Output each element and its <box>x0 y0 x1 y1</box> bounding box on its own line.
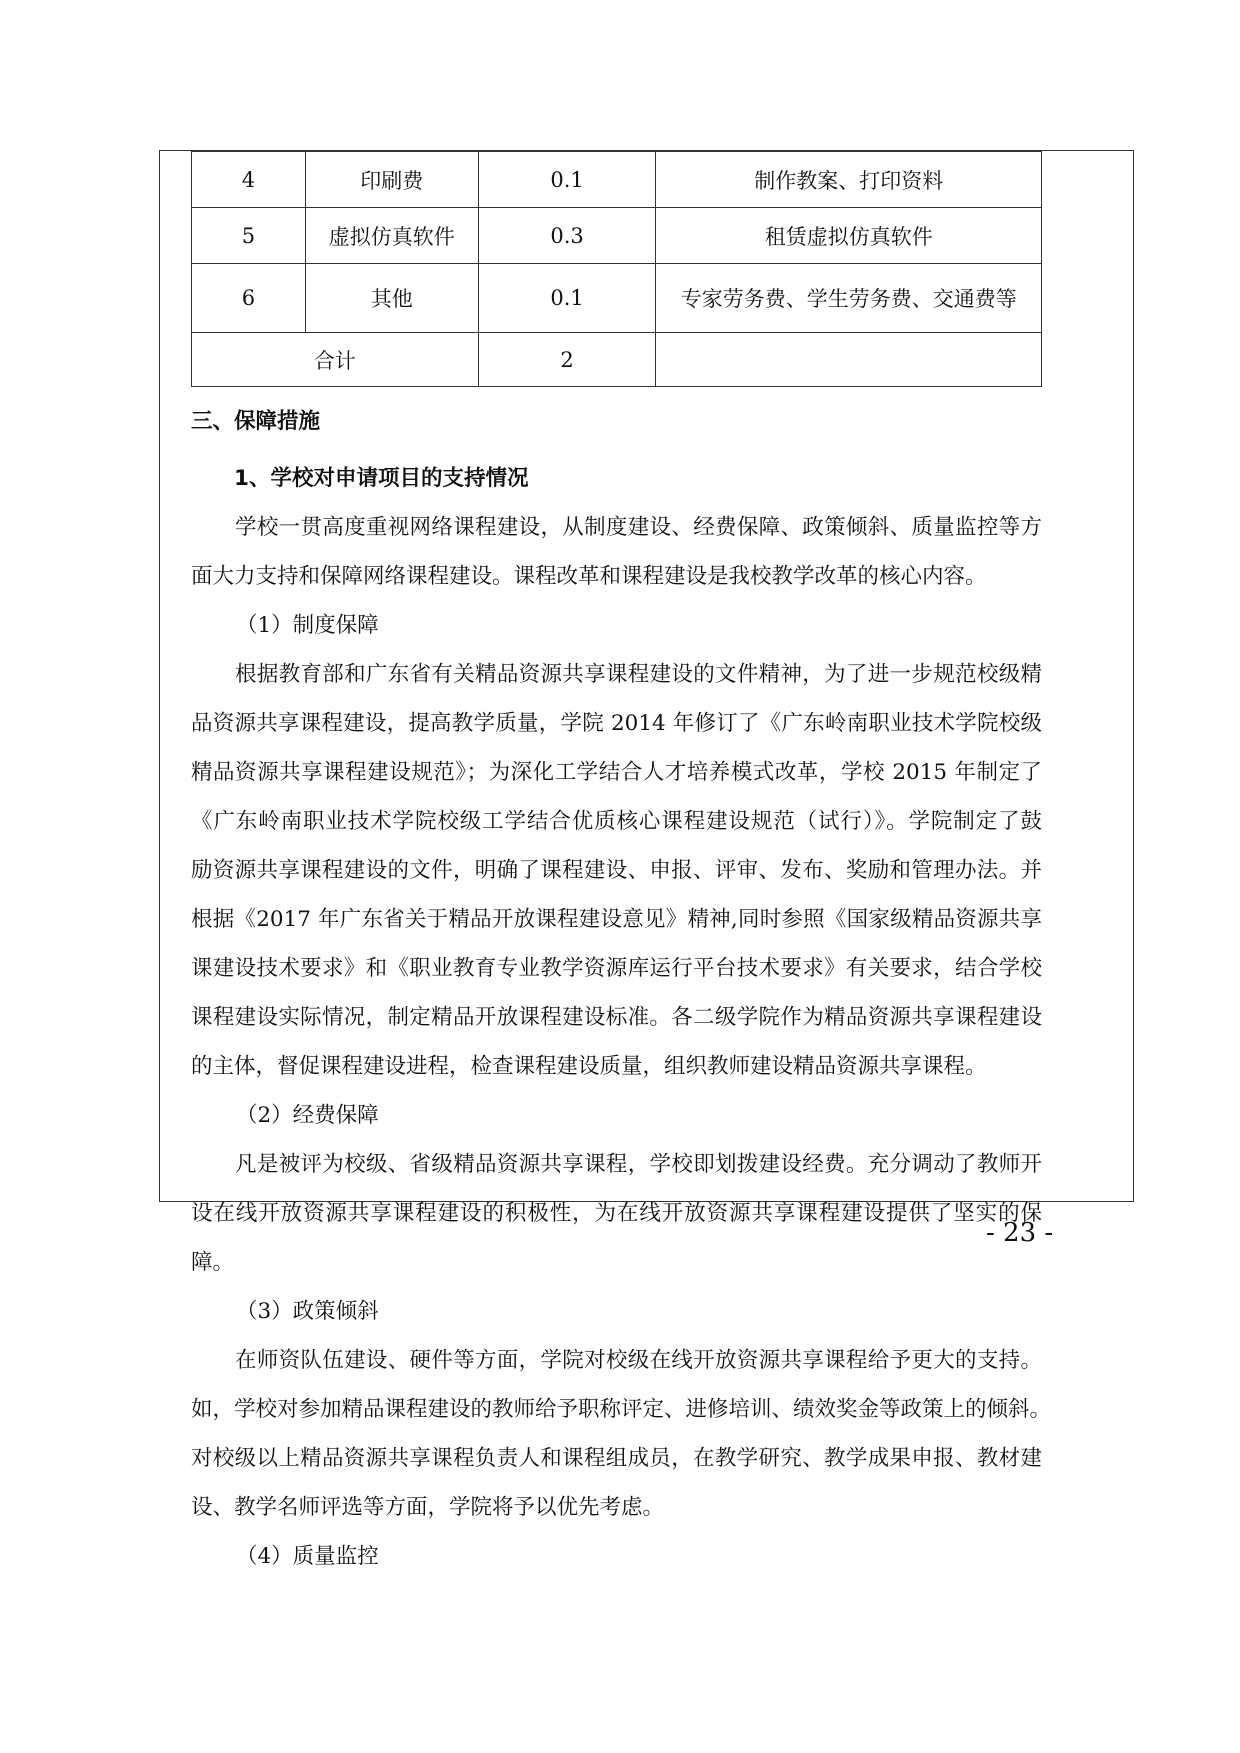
paragraph-line: 课程建设实际情况，制定精品开放课程建设标准。各二级学院作为精品资源共享课程建设 <box>191 1005 1042 1030</box>
cell-item: 印刷费 <box>305 152 478 208</box>
budget-table <box>191 151 1042 387</box>
body-text <box>191 397 1052 1581</box>
cell-no: 5 <box>192 208 306 264</box>
paragraph-line: 品资源共享课程建设，提高教学质量，学院 2014 年修订了《广东岭南职业技术学院校级 <box>191 711 1042 736</box>
paragraph-line: 《广东岭南职业技术学院校级工学结合优质核心课程建设规范（试行）》。学院制定了鼓 <box>191 809 1042 834</box>
cell-note: 制作教案、打印资料 <box>656 152 1042 208</box>
paragraph-line: 设在线开放资源共享课程建设的积极性，为在线开放资源共享课程建设提供了坚实的保 <box>191 1201 1042 1226</box>
table-row <box>192 208 1042 264</box>
total-label: 合计 <box>192 333 479 387</box>
paragraph-line: 精品资源共享课程建设规范》；为深化工学结合人才培养模式改革，学校 2015 年制定了 <box>191 760 1042 785</box>
cell-item: 其他 <box>305 264 478 333</box>
subsection-title: 1、学校对申请项目的支持情况 <box>234 466 529 491</box>
paragraph-line: 障。 <box>191 1250 235 1275</box>
cell-amount: 0.1 <box>478 152 656 208</box>
paragraph-line: 在师资队伍建设、硬件等方面，学院对校级在线开放资源共享课程给予更大的支持。 <box>235 1348 1042 1373</box>
cell-no: 6 <box>192 264 306 333</box>
table-row <box>192 264 1042 333</box>
cell-amount: 0.1 <box>478 264 656 333</box>
cell-note: 专家劳务费、学生劳务费、交通费等 <box>656 264 1042 333</box>
paragraph-line: 设、教学名师评选等方面，学院将予以优先考虑。 <box>191 1495 665 1520</box>
paragraph-line: 课建设技术要求》和《职业教育专业教学资源库运行平台技术要求》有关要求，结合学校 <box>191 956 1042 981</box>
item-heading: （2）经费保障 <box>236 1103 379 1128</box>
paragraph-line: 励资源共享课程建设的文件，明确了课程建设、申报、评审、发布、奖励和管理办法。并 <box>191 858 1042 883</box>
paragraph-line: 凡是被评为校级、省级精品资源共享课程，学校即划拨建设经费。充分调动了教师开 <box>235 1152 1042 1177</box>
cell-no: 4 <box>192 152 306 208</box>
cell-note: 租赁虚拟仿真软件 <box>656 208 1042 264</box>
paragraph-line: 如，学校对参加精品课程建设的教师给予职称评定、进修培训、绩效奖金等政策上的倾斜。 <box>191 1397 1052 1422</box>
table-total-row <box>192 333 1042 387</box>
cell-item: 虚拟仿真软件 <box>305 208 478 264</box>
cell-amount: 0.3 <box>478 208 656 264</box>
paragraph-line: 学校一贯高度重视网络课程建设，从制度建设、经费保障、政策倾斜、质量监控等方 <box>235 515 1042 540</box>
table-row <box>192 152 1042 208</box>
total-amount: 2 <box>478 333 656 387</box>
paragraph-line: 对校级以上精品资源共享课程负责人和课程组成员，在教学研究、教学成果申报、教材建 <box>191 1446 1042 1471</box>
paragraph-line: 面大力支持和保障网络课程建设。课程改革和课程建设是我校教学改革的核心内容。 <box>191 564 987 589</box>
paragraph-line: 的主体，督促课程建设进程，检查课程建设质量，组织教师建设精品资源共享课程。 <box>191 1054 987 1079</box>
total-note <box>656 333 1042 387</box>
item-heading: （3）政策倾斜 <box>236 1299 379 1324</box>
paragraph-line: 根据《2017 年广东省关于精品开放课程建设意见》精神,同时参照《国家级精品资源共享 <box>191 907 1042 932</box>
section-title: 三、保障措施 <box>191 409 321 434</box>
item-heading: （1）制度保障 <box>236 613 379 638</box>
paragraph-line: 根据教育部和广东省有关精品资源共享课程建设的文件精神，为了进一步规范校级精 <box>235 662 1042 687</box>
item-heading: （4）质量监控 <box>236 1544 379 1569</box>
page-number: - 23 - <box>986 1218 1054 1248</box>
